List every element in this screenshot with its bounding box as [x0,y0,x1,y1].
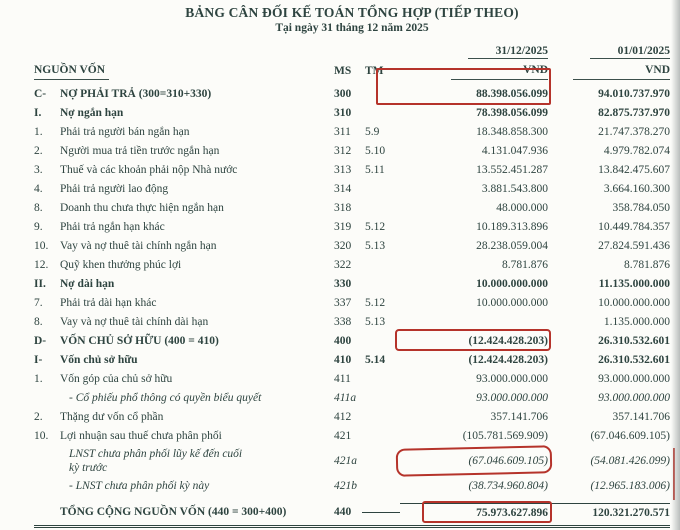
table-row [34,408,670,427]
row-index: I. [34,107,42,119]
row-index: I- [34,354,43,366]
row-note-ref: 5.12 [365,221,386,233]
table-row [34,256,670,275]
row-value-current: 10.000.000.000 [476,297,548,309]
row-value-current: 18.348.858.300 [476,126,548,138]
row-ms-code: 411 [334,373,351,385]
row-value-current [400,332,548,351]
column-header-tm: TM [365,65,384,77]
row-label: Phải trả người lao động [60,183,169,195]
total-ms-code: 440 [334,506,352,518]
row-value-current [400,452,548,471]
row-ms-code: 330 [334,278,352,290]
row-note-ref: 5.11 [365,164,385,176]
row-label: Phải trả dài hạn khác [60,297,157,309]
row-label: Phải trả người bán ngắn hạn [60,126,190,138]
row-value-current: 4.131.047.936 [481,145,548,157]
row-note-ref: 5.12 [365,297,386,309]
row-value-current: 93.000.000.000 [476,392,548,404]
row-ms-code: 338 [334,316,352,328]
document-subtitle: Tại ngày 31 tháng 12 năm 2025 [275,22,429,34]
row-index: D- [34,335,47,347]
row-value-prior: 82.875.737.970 [598,107,670,119]
row-value-current: (105.781.569.909) [462,430,548,442]
table-row [34,389,670,408]
row-note-ref: 5.13 [365,240,386,252]
row-index: 1. [34,126,43,138]
table-body [34,85,670,496]
row-value-prior: (67.046.609.105) [590,430,670,442]
table-row [34,142,670,161]
table-row [34,370,670,389]
table-row [34,237,670,256]
row-ms-code: 412 [334,411,352,423]
row-ms-code: 319 [334,221,352,233]
table-row [34,275,670,294]
column-date-prior: 01/01/2025 [590,44,670,59]
document-title: BẢNG CÂN ĐỐI KẾ TOÁN TỔNG HỢP (TIẾP THEO) [185,5,519,20]
row-ms-code: 310 [334,107,352,119]
row-value-prior: 1.135.000.000 [603,316,670,328]
table-row [34,123,670,142]
column-header-currency-current: VND [451,62,548,80]
table-header [34,44,670,80]
row-label: Người mua trả tiền trước ngắn hạn [60,145,220,157]
row-value-prior: 26.310.532.601 [598,354,670,366]
row-value-text: 75.973.627.896 [476,506,548,519]
row-value-current: 13.552.451.287 [476,164,548,176]
table-row [34,477,670,496]
table-row [34,180,670,199]
row-index: 1. [34,373,43,385]
row-index: II. [34,278,46,290]
row-value-current: 93.000.000.000 [476,373,548,385]
row-value-text: (12.965.183.006) [590,480,670,492]
row-value-prior [548,477,670,496]
row-value-prior: 94.010.737.970 [598,88,670,100]
row-label: Quỹ khen thưởng phúc lợi [60,259,182,271]
row-note-ref: 5.10 [365,145,386,157]
row-value-current: 78.398.056.099 [476,107,548,119]
row-value-prior: 13.842.475.607 [598,164,670,176]
row-index: 10. [34,430,49,442]
row-note-ref: 5.14 [365,354,386,366]
row-ms-code: 322 [334,259,352,271]
row-value-current: 3.881.543.800 [481,183,548,195]
row-ms-code: 421 [334,430,352,442]
row-ms-code: 411a [334,392,357,404]
table-row [34,313,670,332]
row-ms-code: 311 [334,126,351,138]
total-value-current [400,503,548,522]
row-ms-code: 410 [334,354,352,366]
row-value-current: 8.781.876 [502,259,548,271]
row-value-prior: 8.781.876 [624,259,670,271]
row-value-prior: 93.000.000.000 [598,373,670,385]
table-row [34,199,670,218]
scan-edge-shadow [671,0,680,530]
header-labels-row [34,62,670,80]
row-label: Nợ dài hạn [60,278,115,290]
row-index: 2. [34,411,43,423]
table-row [34,161,670,180]
row-value-prior: 21.747.378.270 [598,126,670,138]
row-label: Thuế và các khoản phải nộp Nhà nước [60,164,238,176]
row-ms-code: 421a [334,455,357,467]
table-row [34,446,670,477]
row-label: LNST chưa phân phối lũy kế đến cuối kỳ trước [69,448,243,474]
total-label: TỔNG CỘNG NGUỒN VỐN (440 = 300+400) [60,506,287,518]
table-row [34,218,670,237]
row-index: C- [34,88,47,100]
row-ms-code: 318 [334,202,352,214]
table-row [34,104,670,123]
row-value-text: 88.398.056.099 [476,88,548,100]
column-header-currency-prior: VND [573,62,670,80]
row-value-prior: 10.000.000.000 [598,297,670,309]
row-label: - LNST chưa phân phối kỳ này [69,480,210,492]
row-note-ref: 5.9 [365,126,380,138]
header-dates-row [34,44,670,59]
table-row [34,85,670,104]
row-value-prior [548,452,670,471]
row-label: Vay và nợ thuê tài chính ngắn hạn [60,240,217,252]
row-value-text: (54.081.426.099) [590,455,670,467]
row-ms-code: 312 [334,145,352,157]
table-row [34,332,670,351]
row-label: Lợi nhuận sau thuế chưa phân phối [60,430,222,442]
column-header-section: NGUỒN VỐN [34,62,109,80]
row-label: Vốn góp của chủ sở hữu [60,373,173,385]
total-note-ref [362,512,400,513]
row-value-current: 10.000.000.000 [476,278,548,290]
row-index: 12. [34,259,49,271]
row-label: - Cổ phiếu phổ thông có quyền biểu quyết [69,392,262,404]
row-value-prior: 4.979.782.074 [603,145,670,157]
row-label: Phải trả ngắn hạn khác [60,221,165,233]
row-index: 8. [34,316,43,328]
row-index: 3. [34,164,43,176]
row-value-prior: 26.310.532.601 [598,335,670,347]
double-rule [34,525,670,528]
column-header-ms: MS [334,65,352,77]
row-index: 2. [34,145,43,157]
row-ms-code: 320 [334,240,352,252]
row-label: Nợ ngắn hạn [60,107,124,119]
row-ms-code: 314 [334,183,352,195]
row-index: 9. [34,221,43,233]
row-value-text: (67.046.609.105) [468,455,548,467]
row-index: 7. [34,297,43,309]
row-value-prior: 11.135.000.000 [598,278,670,290]
row-index: 4. [34,183,43,195]
row-value-text: (12.424.428.203) [468,335,548,347]
row-value-prior: 10.449.784.357 [598,221,670,233]
row-value-prior: 3.664.160.300 [603,183,670,195]
row-label: Thặng dư vốn cổ phần [60,411,164,423]
table-row [34,351,670,370]
row-value-current: (38.734.960.804) [468,480,548,492]
table-row [34,427,670,446]
row-label: Doanh thu chưa thực hiện ngắn hạn [60,202,224,214]
row-ms-code: 300 [334,88,352,100]
row-ms-code: 400 [334,335,352,347]
column-date-current: 31/12/2025 [468,44,548,59]
row-value-current: (12.424.428.203) [468,354,548,366]
row-index: 8. [34,202,43,214]
row-index: 10. [34,240,49,252]
row-ms-code: 313 [334,164,352,176]
row-label: Vay và nợ thuê tài chính dài hạn [60,316,209,328]
row-label: NỢ PHẢI TRẢ (300=310+330) [60,88,212,100]
row-value-prior: 357.141.706 [612,411,670,423]
total-row [34,502,670,522]
table-row [34,294,670,313]
row-value-current [400,85,548,104]
row-value-prior: 27.824.591.436 [598,240,670,252]
row-value-current: 357.141.706 [490,411,548,423]
row-ms-code: 337 [334,297,352,309]
row-ms-code: 421b [334,480,357,492]
row-note-ref: 5.13 [365,316,386,328]
row-value-prior: 93.000.000.000 [598,392,670,404]
row-value-current: 10.189.313.896 [476,221,548,233]
total-value-prior: 120.321.270.571 [548,503,670,522]
row-value-current: 28.238.059.004 [476,240,548,252]
row-value-prior: 358.784.050 [612,202,670,214]
row-label: Vốn chủ sở hữu [60,354,138,366]
row-label: VỐN CHỦ SỞ HỮU (400 = 410) [60,335,219,347]
row-value-current: 48.000.000 [496,202,548,214]
